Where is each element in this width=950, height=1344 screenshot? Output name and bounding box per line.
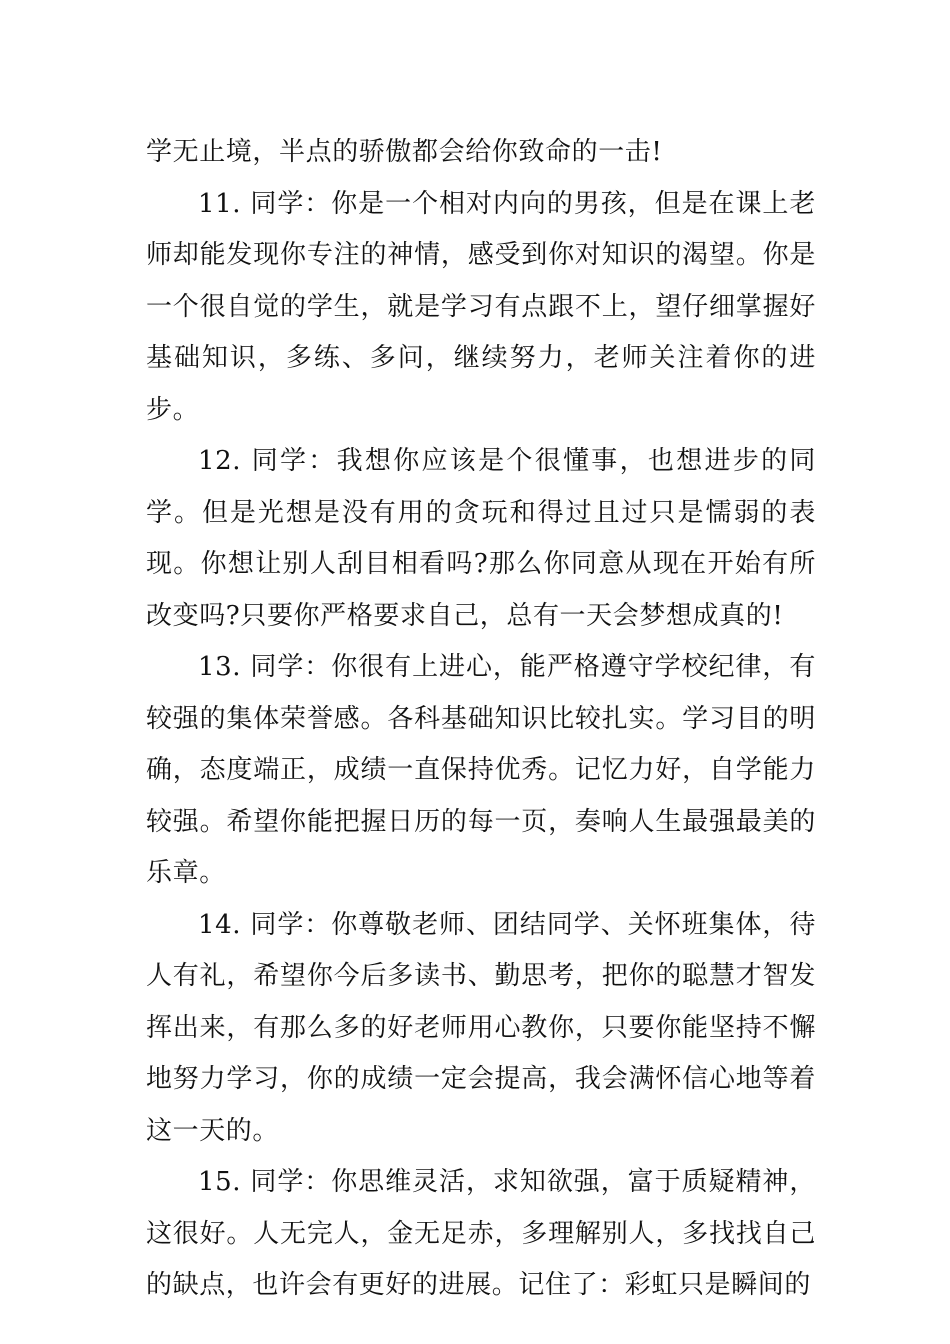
paragraph-comment-11: 11. 同学：你是一个相对内向的男孩，但是在课上老师却能发现你专注的神情，感受到你对知识的渴望。你是一个很自觉的学生，就是学习有点跟不上，望仔细掌握好基础知识，多练、多问，继续努力，老师关注着你的进步。 xyxy=(146,188,816,425)
paragraph-comment-15: 15. 同学：你思维灵活，求知欲强，富于质疑精神，这很好。人无完人，金无足赤，多理解别人，多找找自己的缺点，也许会有更好的进展。记住了：彩虹只是瞬间的 xyxy=(146,1167,816,1300)
document-page xyxy=(146,127,816,1312)
paragraph-continuation: 学无止境，半点的骄傲都会给你致命的一击! xyxy=(146,137,663,167)
paragraph-comment-12: 12. 同学：我想你应该是个很懂事，也想进步的同学。但是光想是没有用的贪玩和得过且过只是懦弱的表现。你想让别人刮目相看吗?那么你同意从现在开始有所改变吗?只要你严格要求自己，总有一天会梦想成真的! xyxy=(146,446,816,631)
paragraph-comment-13: 13. 同学：你很有上进心，能严格遵守学校纪律，有较强的集体荣誉感。各科基础知识比较扎实。学习目的明确，态度端正，成绩一直保持优秀。记忆力好，自学能力较强。希望你能把握日历的每一页，奏响人生最强最美的乐章。 xyxy=(146,652,816,888)
paragraph-comment-14: 14. 同学：你尊敬老师、团结同学、关怀班集体，待人有礼，希望你今后多读书、勤思考，把你的聪慧才智发挥出来，有那么多的好老师用心教你，只要你能坚持不懈地努力学习，你的成绩一定会提高，我会满怀信心地等着这一天的。 xyxy=(146,909,816,1146)
